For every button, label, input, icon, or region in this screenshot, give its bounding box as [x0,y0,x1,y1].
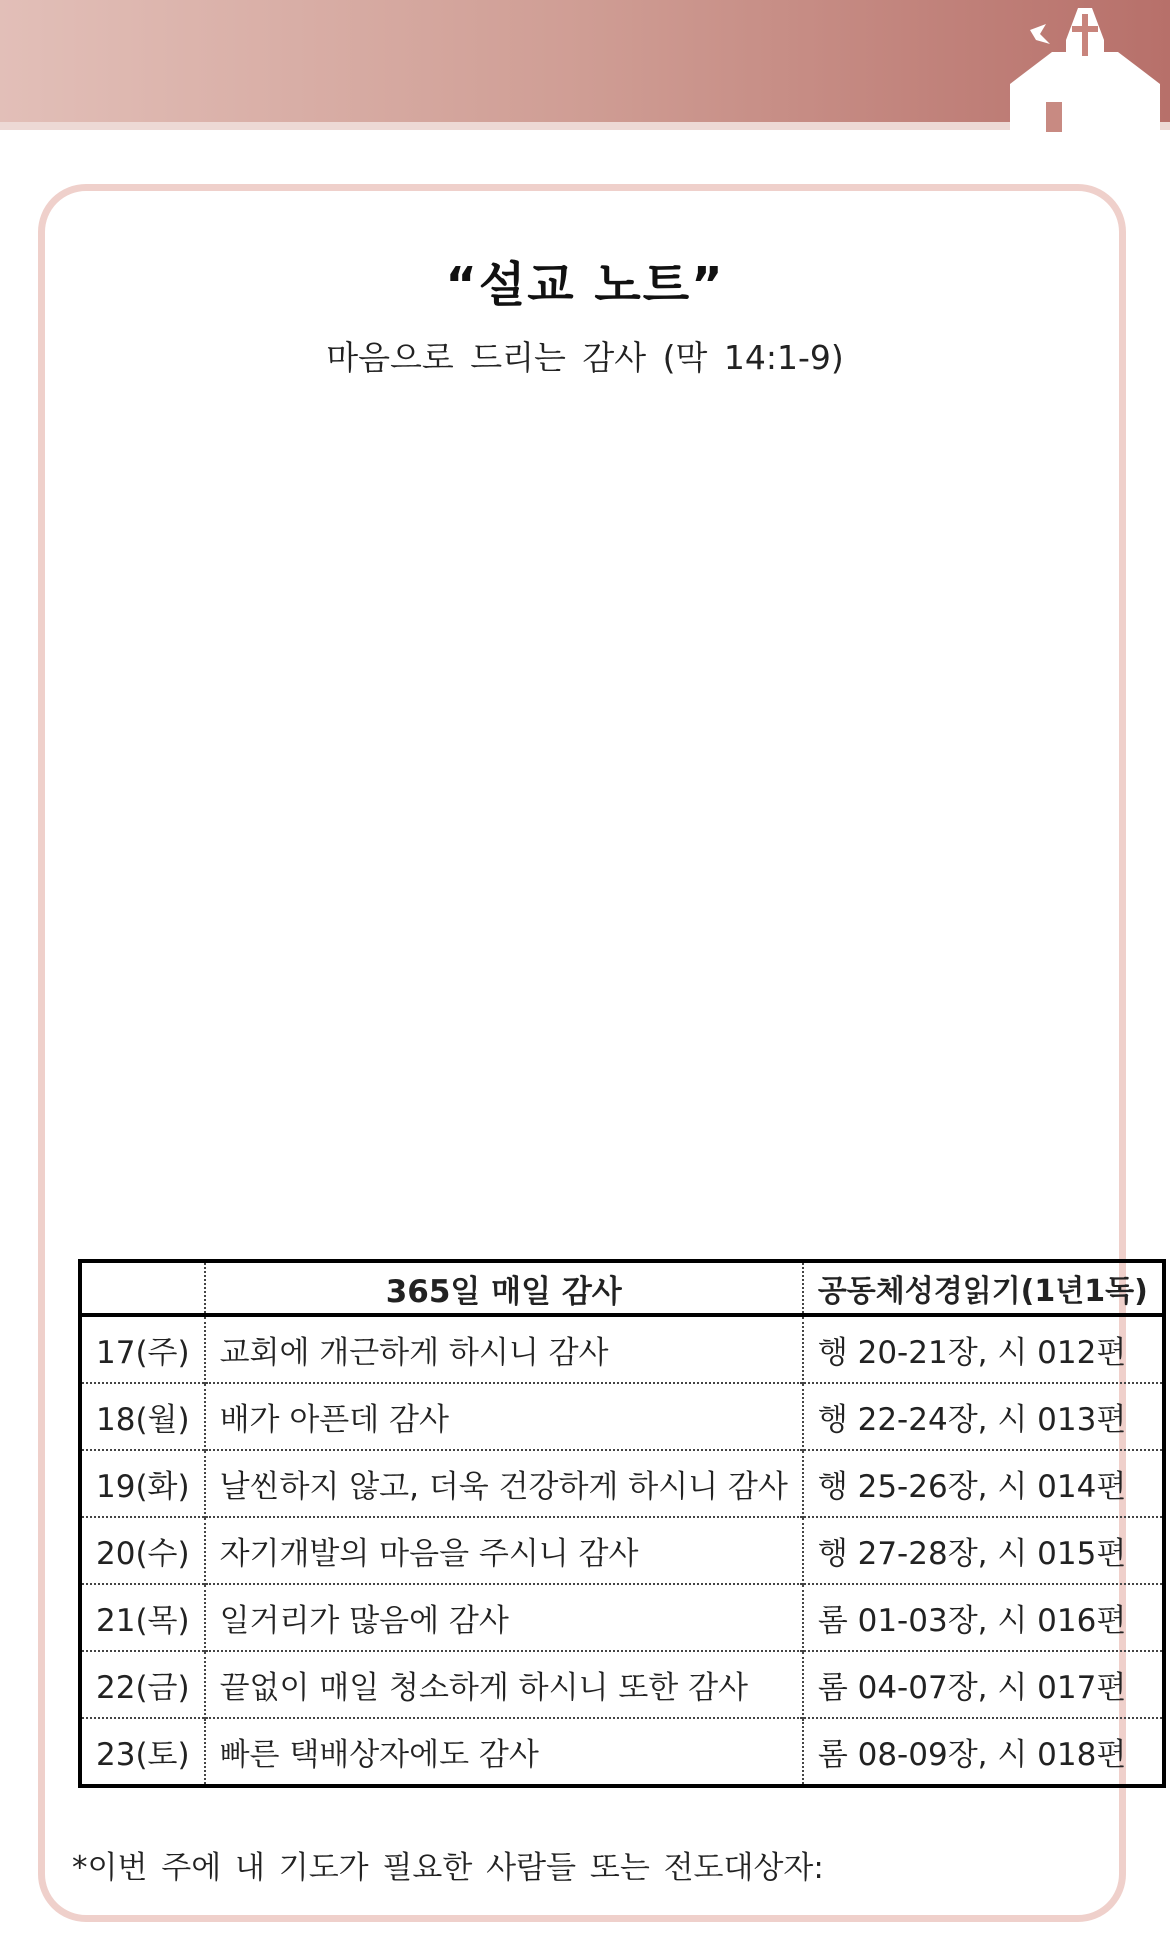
prayer-request-note: *이번 주에 내 기도가 필요한 사람들 또는 전도대상자: [72,1850,824,1886]
header-divider [0,122,1170,130]
table-row [80,1315,1164,1383]
day-cell: 22(금) [80,1651,205,1718]
table-header-row [80,1261,1164,1315]
table-row [80,1651,1164,1718]
table-row [80,1383,1164,1450]
thanks-cell: 빠른 택배상자에도 감사 [205,1718,803,1786]
thanks-cell: 교회에 개근하게 하시니 감사 [205,1315,803,1383]
reading-cell: 행 20-21장, 시 012편 [803,1315,1164,1383]
day-cell: 17(주) [96,1335,190,1371]
day-cell: 23(토) [80,1718,205,1786]
reading-cell: 롬 08-09장, 시 018편 [803,1718,1164,1786]
thanks-cell: 배가 아픈데 감사 [205,1383,803,1450]
header-day [80,1261,205,1315]
table-row [80,1718,1164,1786]
sermon-note-title: “설교 노트” [445,257,725,313]
day-cell: 19(화) [80,1450,205,1517]
table-row [80,1450,1164,1517]
header-bible-reading: 공동체성경읽기(1년1독) [803,1261,1164,1315]
thanks-cell: 날씬하지 않고, 더욱 건강하게 하시니 감사 [205,1450,803,1517]
table-row [80,1584,1164,1651]
reading-cell: 롬 04-07장, 시 017편 [803,1651,1164,1718]
day-cell: 20(수) [80,1517,205,1584]
thanks-cell: 자기개발의 마음을 주시니 감사 [205,1517,803,1584]
day-cell: 18(월) [80,1383,205,1450]
table-row [80,1517,1164,1584]
thanks-cell: 일거리가 많음에 감사 [205,1584,803,1651]
header-daily-thanks: 365일 매일 감사 [205,1261,803,1315]
church-icon [1000,0,1170,132]
reading-cell: 롬 01-03장, 시 016편 [803,1584,1164,1651]
day-cell: 21(목) [80,1584,205,1651]
thanks-cell: 끝없이 매일 청소하게 하시니 또한 감사 [205,1651,803,1718]
header-band [0,0,1170,128]
reading-cell: 행 22-24장, 시 013편 [803,1383,1164,1450]
sermon-subtitle: 마음으로 드리는 감사 (막 14:1-9) [326,338,844,377]
daily-thanks-table [78,1259,1166,1788]
reading-cell: 행 25-26장, 시 014편 [803,1450,1164,1517]
reading-cell: 행 27-28장, 시 015편 [803,1517,1164,1584]
